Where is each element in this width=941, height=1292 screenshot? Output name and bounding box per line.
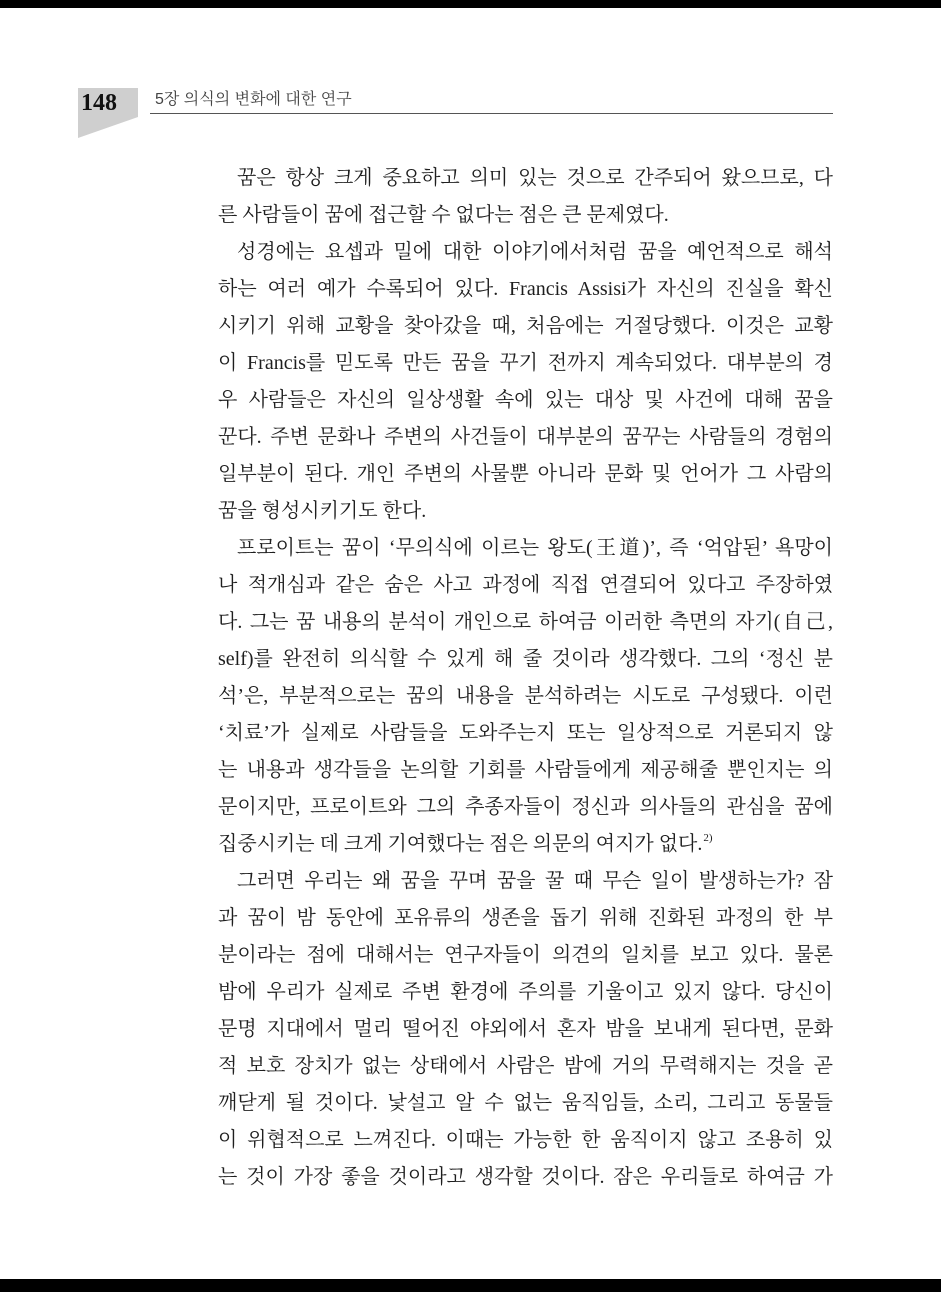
text-line: self)를 완전히 의식할 수 있게 해 줄 것이라 생각했다. 그의 ‘정신 분: [218, 648, 833, 670]
text-line: 는 것이 가장 좋을 것이라고 생각할 것이다. 잠은 우리들로 하여금 가: [218, 1166, 833, 1188]
text-line: 른 사람들이 꿈에 접근할 수 없다는 점은 큰 문제였다.: [218, 204, 669, 226]
text-line: 는 내용과 생각들을 논의할 기회를 사람들에게 제공해줄 뿐인지는 의: [218, 759, 833, 781]
paragraph: [218, 530, 833, 863]
text-line: 성경에는 요셉과 밀에 대한 이야기에서처럼 꿈을 예언적으로 해석: [237, 241, 833, 263]
text-line: 우 사람들은 자신의 일상생활 속에 있는 대상 및 사건에 대해 꿈을: [218, 389, 833, 411]
text-line: 과 꿈이 밤 동안에 포유류의 생존을 돕기 위해 진화된 과정의 한 부: [218, 907, 833, 929]
paragraph: [218, 863, 833, 1196]
text-line: 다. 그는 꿈 내용의 분석이 개인으로 하여금 이러한 측면의 자기(自己,: [218, 611, 833, 633]
text-line: 꿈은 항상 크게 중요하고 의미 있는 것으로 간주되어 왔으므로, 다: [237, 167, 833, 189]
text-line: 적 보호 장치가 없는 상태에서 사람은 밤에 거의 무력해지는 것을 곧: [218, 1055, 833, 1077]
text-line: 밤에 우리가 실제로 주변 환경에 주의를 기울이고 있지 않다. 당신이: [218, 981, 833, 1003]
text-line: 깨닫게 될 것이다. 낯설고 알 수 없는 움직임들, 소리, 그리고 동물들: [218, 1092, 833, 1114]
text-line: 꿈을 형성시키기도 한다.: [218, 500, 427, 522]
text-line: 분이라는 점에 대해서는 연구자들이 의견의 일치를 보고 있다. 물론: [218, 944, 833, 966]
text-line: 문명 지대에서 멀리 떨어진 야외에서 혼자 밤을 보내게 된다면, 문화: [218, 1018, 833, 1040]
text-line: 그러면 우리는 왜 꿈을 꾸며 꿈을 꿀 때 무슨 일이 발생하는가? 잠: [237, 870, 833, 892]
text-line: 문이지만, 프로이트와 그의 추종자들이 정신과 의사들의 관심을 꿈에: [218, 796, 833, 818]
text-line: 꾼다. 주변 문화나 주변의 사건들이 대부분의 꿈꾸는 사람들의 경험의: [218, 426, 833, 448]
bottom-scan-border: [0, 1279, 941, 1292]
text-line: 시키기 위해 교황을 찾아갔을 때, 처음에는 거절당했다. 이것은 교황: [218, 315, 833, 337]
paragraph: [218, 234, 833, 530]
text-line: [218, 826, 833, 863]
text-line: 석’은, 부분적으로는 꿈의 내용을 분석하려는 시도로 구성됐다. 이런: [218, 685, 833, 707]
page-number: 148: [81, 90, 117, 116]
text-line: 이 Francis를 믿도록 만든 꿈을 꾸기 전까지 계속되었다. 대부분의 경: [218, 352, 833, 374]
text-line: ‘치료’가 실제로 사람들을 도와주는지 또는 일상적으로 거론되지 않: [218, 722, 833, 744]
paragraph: [218, 160, 833, 234]
running-header-title: 5장 의식의 변화에 대한 연구: [155, 91, 352, 108]
text-line: 프로이트는 꿈이 ‘무의식에 이르는 왕도(王道)’, 즉 ‘억압된’ 욕망이: [237, 537, 833, 559]
body-text: [218, 160, 833, 1196]
text-line: 이 위협적으로 느껴진다. 이때는 가능한 한 움직이지 않고 조용히 있: [218, 1129, 833, 1151]
footnote-ref: 2): [703, 832, 713, 844]
header-rule: [150, 113, 833, 114]
text-line: 일부분이 된다. 개인 주변의 사물뿐 아니라 문화 및 언어가 그 사람의: [218, 463, 833, 485]
text-line: 하는 여러 예가 수록되어 있다. Francis Assisi가 자신의 진실을 확신: [218, 278, 833, 300]
text-line-content: 집중시키는 데 크게 기여했다는 점은 의문의 여지가 없다.: [218, 833, 703, 855]
top-scan-border: [0, 0, 941, 8]
text-line: 나 적개심과 같은 숨은 사고 과정에 직접 연결되어 있다고 주장하였: [218, 574, 833, 596]
